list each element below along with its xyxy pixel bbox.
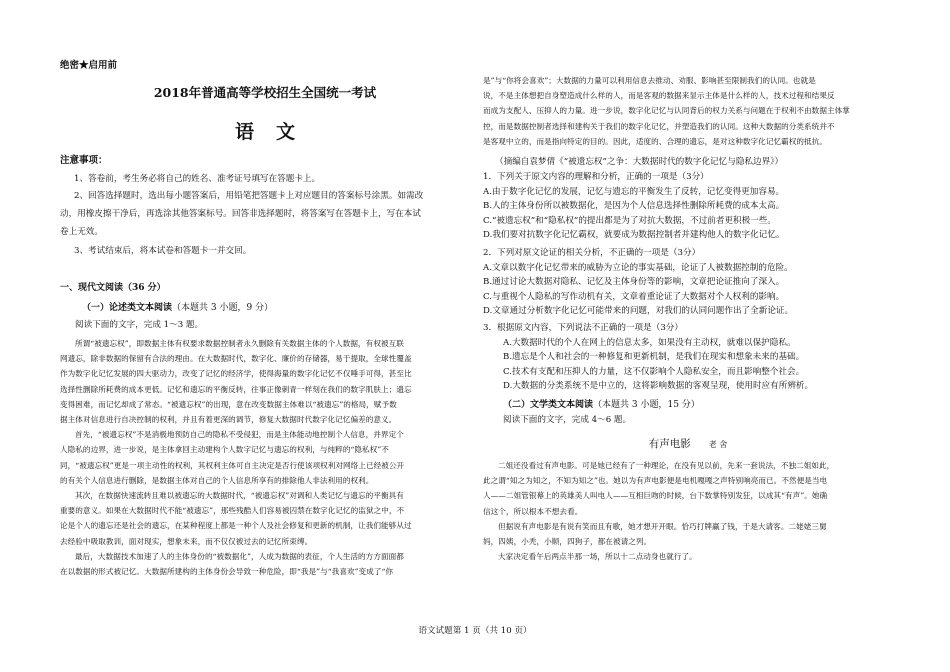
passage-line: 首先，“被遗忘权”不是消极地预防自己的隐私不受侵犯，而是主体能动地控制个人信息，并界定个 (75, 430, 404, 440)
passage-line: 是”与“你将会喜欢”；大数据的力量可以利用信息去推动、劝服、影响甚至限制我们的认同。也就是 (483, 76, 816, 85)
reading-instruction: 阅读下面的文字，完成 1～3 题。 (75, 320, 204, 330)
question-1 (483, 170, 785, 243)
exam-title: 2018年普通高等学校招生全国统一考试 (153, 85, 377, 100)
question-option: C.“被遗忘权”和“隐私权”的提出都是为了对抗大数据，不过前者更积极一些。 (483, 215, 776, 226)
passage-line: 控，而是数据控制者选择和建构关于我们的数字化记忆，并塑造我们的认同。这种大数据的分类系统并不 (483, 121, 835, 131)
notice-item: 1、答卷前，考生务必将自己的姓名、准考证号填写在答题卡上。 (74, 174, 321, 184)
story-title: 有声电影 老 舍 (648, 438, 728, 450)
passage-continued (483, 73, 893, 149)
passage-line: 同，“被遗忘权”更是一项主动性的权利，其权利主体可自主决定是否行使该项权利对网络上已经被公开 (60, 460, 405, 470)
question-stem: 2．下列对原文论证的相关分析，不正确的一项是（3分） (483, 248, 701, 258)
notice-item: 卷上无效。 (60, 227, 103, 237)
subsection-heading: （二）文学类文本阅读（本题共 3 小题，15 分） (503, 400, 700, 410)
passage-line: 论是个人的遗忘还是社会的遗忘，在某种程度上都是一种个人及社会修复和更新的机制，让我们能够从过 (60, 521, 412, 531)
question-3 (483, 321, 813, 394)
passage-line: 的有关个人信息进行删除，是数据主体对自己的个人信息所享有的排除他人非法利用的权利。 (60, 475, 374, 485)
question-option: B.通过讨论大数据对隐私、记忆及主体身份等的影响，文章把论证推向了深入。 (483, 277, 785, 288)
subject-title: 语文 (234, 121, 317, 143)
passage-line: 变得困难，而记忆却成了常态。“被遗忘权”的出现，意在改变数据主体难以“被遗忘”的格局，赋予数 (60, 399, 397, 409)
page-footer: 语文试题第 1 页（共 10 页） (418, 626, 532, 636)
passage-line: 说，不是主体想把自身塑造成什么样的人，而是客观的数据来显示主体是什么样的人，技术过程和结果反 (483, 91, 835, 101)
question-option: B.人的主体身份所以被数据化，是因为个人信息选择性删除所耗费的成本太高。 (483, 201, 785, 212)
passage-line: 人隐私的边界，进一步说，是主体拿回主动建构个人数字记忆与遗忘的权利，与纯粹的“隐私权”不 (60, 445, 389, 455)
question-stem: 1．下列关于原文内容的理解和分析，正确的一项是（3分） (483, 172, 709, 182)
notice-item: 2、回答选择题时，选出每小题答案后，用铅笔把答题卡上对应题目的答案标号涂黑。如需改 (74, 191, 424, 201)
question-option: C.技术有支配和压抑人的力量，这不仅影响个人隐私安全，而且影响整个社会。 (503, 366, 805, 377)
passage-line: 其次，在数据快速流转且难以被遗忘的大数据时代，“被遗忘权”对调和人类记忆与遗忘的平衡具有 (75, 491, 404, 501)
passage-line: 而成为支配人、压抑人的力量。进一步说，数字化记忆与认同背后的权力关系与问题在于权利不由数据主体掌 (483, 106, 850, 116)
question-option: C.与重视个人隐私的写作动机有关，文章着重论证了大数据对个人权利的影响。 (483, 291, 785, 302)
passage-source: （摘编自袁梦倩《“被遗忘权”之争：大数据时代的数字化记忆与隐私边界》） (495, 157, 784, 167)
story-line: 大家决定看午后两点半那一场，所以十二点动身也就行了。 (498, 552, 697, 562)
question-option: D.大数据的分类系统不是中立的，这将影响数据的客观呈现，使用时应有所辨析。 (503, 381, 814, 392)
subsection-heading: （一）论述类文本阅读（本题共 3 小题，9 分） (82, 303, 274, 313)
story-line: 妈，四姨，小秃，小顺，四狗子，都在被请之列。 (483, 537, 652, 547)
notice-heading: 注意事项： (60, 155, 108, 166)
story-line: 二姐还没看过有声电影。可是她已经有了一种理论，在没有见以前，先来一套说法，不独二姐如此， (498, 461, 835, 470)
passage-line: 所谓“被遗忘权”，即数据主体有权要求数据控制者永久删除有关数据主体的个人数据，有权被互联 (75, 339, 404, 348)
question-option: A.文章以数字化记忆带来的威胁为立论的事实基础，论证了人被数据控制的危险。 (483, 262, 793, 273)
story-line: 信这个，所以根本不想去看。 (483, 506, 583, 516)
question-stem: 3．根据原文内容，下列说法不正确的一项是（3分） (483, 323, 683, 333)
question-option: B.遗忘是个人和社会的一种修复和更新机制，是我们在现实和想象未来的基础。 (503, 352, 805, 363)
passage-line: 据主体对信息进行自决控制的权利，并且有着更深的调节，修复大数据时代数字化记忆偏差的意义。 (60, 415, 397, 425)
story-body (483, 458, 893, 564)
passage-line: 在以数据的形式被记忆。大数据所建构的主体身份会导致一种危险，即“我是”与“我喜欢”变成了“你 (60, 567, 394, 577)
passage-line: 去经验中吸取教训，面对现实，想象未来，而不仅仅被过去的记忆所束缚。 (60, 536, 313, 546)
question-2 (483, 246, 793, 319)
story-line: 人——二姐管银幕上的英雄美人叫电人——互相巨吻的时候，台下数掌特别发狂，以成其“有声”。她确 (483, 491, 828, 501)
question-option: A.大数据时代的个人在网上的信息太多，如果没有主动权，就难以保护隐私。 (503, 337, 796, 348)
section-heading: 一、现代文阅读（36 分） (60, 283, 166, 293)
story-line: 此之谓“知之为知之，不知为知之”也。她以为有声电影便是电机嘎嘎之声特别响亮而已。不然便是当电 (483, 476, 828, 486)
reading-instruction: 阅读下面的文字，完成 4～6 题。 (503, 415, 632, 425)
notice-item: 动，用橡皮擦干净后，再选涂其他答案标号。回答非选择题时，将答案写在答题卡上，写在本试 (60, 209, 421, 219)
question-option: D.我们要对抗数字化记忆霸权，就要成为数据控制者并建构他人的数字化记忆。 (483, 230, 785, 241)
passage-body (60, 336, 470, 579)
passage-line: 重要的意义。如果在大数据时代不能“被遗忘”，那些残酷人们容易被囚禁在数字化记忆的监狱之中，不 (60, 506, 405, 516)
passage-line: 作为数字化记忆发展的四大驱动力，改变了记忆的经济学，使得海量的数字化记忆不仅唾手可得，甚至比 (60, 369, 412, 379)
passage-line: 选择性删除所耗费的成本更低。记忆和遗忘的平衡反转，往事正像刺青一样刻在我们的数字肌肤上；遗忘 (60, 384, 412, 394)
question-option: A.由于数字化记忆的发展，记忆与遗忘的平衡发生了反转，记忆变得更加容易。 (483, 186, 785, 197)
question-option: D.文章通过分析数字化记忆可能带来的问题，对我们的认同问题作出了全新论证。 (483, 306, 794, 317)
passage-line: 最后，大数据技术加速了人的主体身份的“被数据化”，人成为数据的表征，个人生活的方方面面都 (75, 551, 404, 561)
notice-item: 3、考试结束后，将本试卷和答题卡一并交回。 (74, 246, 252, 256)
story-line: 但据说有声电影是有说有笑而且有歌，她才想开开眼。恰巧打牌赢了钱，于是大请客。二姥姥三舅 (498, 521, 827, 531)
story-author: 老 舍 (708, 440, 728, 449)
passage-line: 是客观中立的，而是指向特定的目的。因此，适度的、合理的遗忘，是对这种数字化记忆霸权的抵抗。 (483, 136, 827, 146)
secret-label: 绝密★启用前 (60, 60, 118, 71)
passage-line: 网遗忘，除非数据的保留有合法的理由。在大数据时代，数字化、廉价的存储器，易于提取，全球性覆盖 (60, 354, 412, 364)
